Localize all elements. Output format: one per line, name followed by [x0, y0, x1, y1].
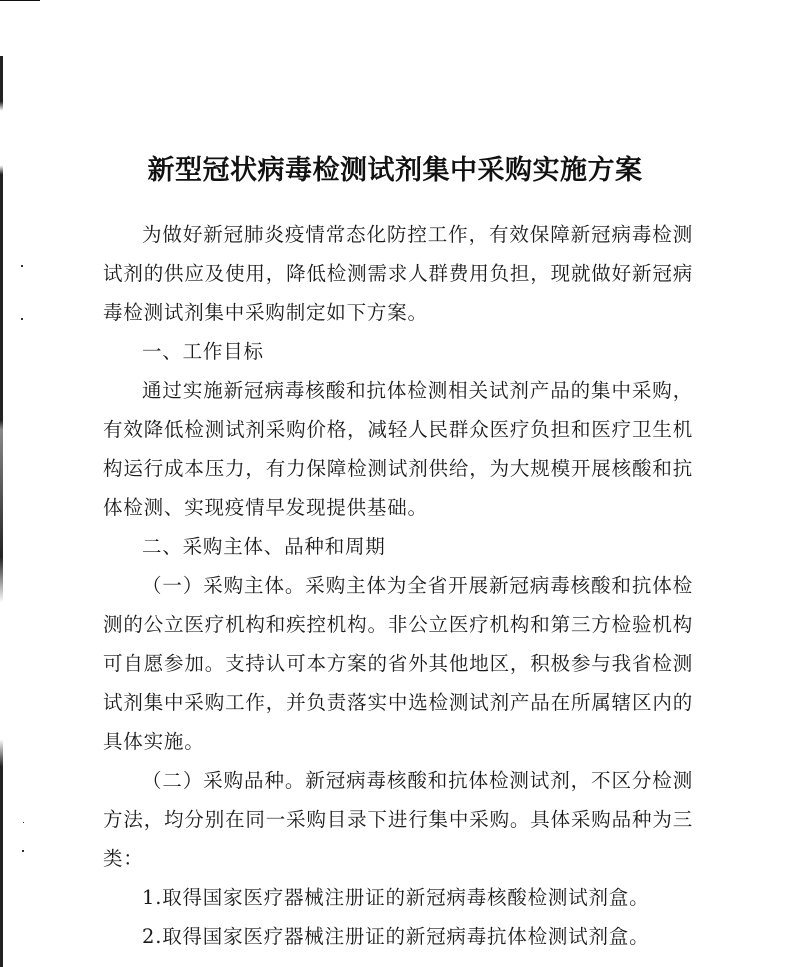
intro-paragraph: 为做好新冠肺炎疫情常态化防控工作，有效保障新冠病毒检测试剂的供应及使用，降低检测需求人群费用负担，现就做好新冠病毒检测试剂集中采购制定如下方案。: [103, 223, 693, 324]
scan-edge-top: [0, 0, 40, 1]
document-body: [103, 215, 693, 956]
scan-speck: [23, 822, 24, 823]
section-paragraph: （一）采购主体。采购主体为全省开展新冠病毒核酸和抗体检测的公立医疗机构和疾控机构。非公立医疗机构和第三方检验机构可自愿参加。支持认可本方案的省外其他地区，积极参与我省检测试剂集中采购工作，并负责落实中选检测试剂产品在所属辖区内的具体实施。: [103, 574, 693, 753]
section-heading: 一、工作目标: [142, 340, 264, 363]
scan-speck: [22, 850, 24, 852]
list-item: 1.取得国家医疗器械注册证的新冠病毒核酸检测试剂盒。: [142, 886, 650, 909]
section-paragraph: （二）采购品种。新冠病毒核酸和抗体检测试剂，不区分检测方法，均分别在同一采购目录下进行集中采购。具体采购品种为三类：: [103, 769, 693, 870]
list-item: 2.取得国家医疗器械注册证的新冠病毒抗体检测试剂盒。: [142, 925, 650, 948]
section-heading: 二、采购主体、品种和周期: [142, 535, 386, 558]
document-title: 新型冠状病毒检测试剂集中采购实施方案: [147, 155, 643, 187]
section-paragraph: 通过实施新冠病毒核酸和抗体检测相关试剂产品的集中采购，有效降低检测试剂采购价格，减轻人民群众医疗负担和医疗卫生机构运行成本压力，有力保障检测试剂供给，为大规模开展核酸和抗体检测、实现疫情早发现提供基础。: [103, 379, 693, 519]
scan-speck: [21, 265, 23, 267]
scan-speck: [21, 318, 23, 320]
scan-edge-left: [0, 56, 3, 967]
